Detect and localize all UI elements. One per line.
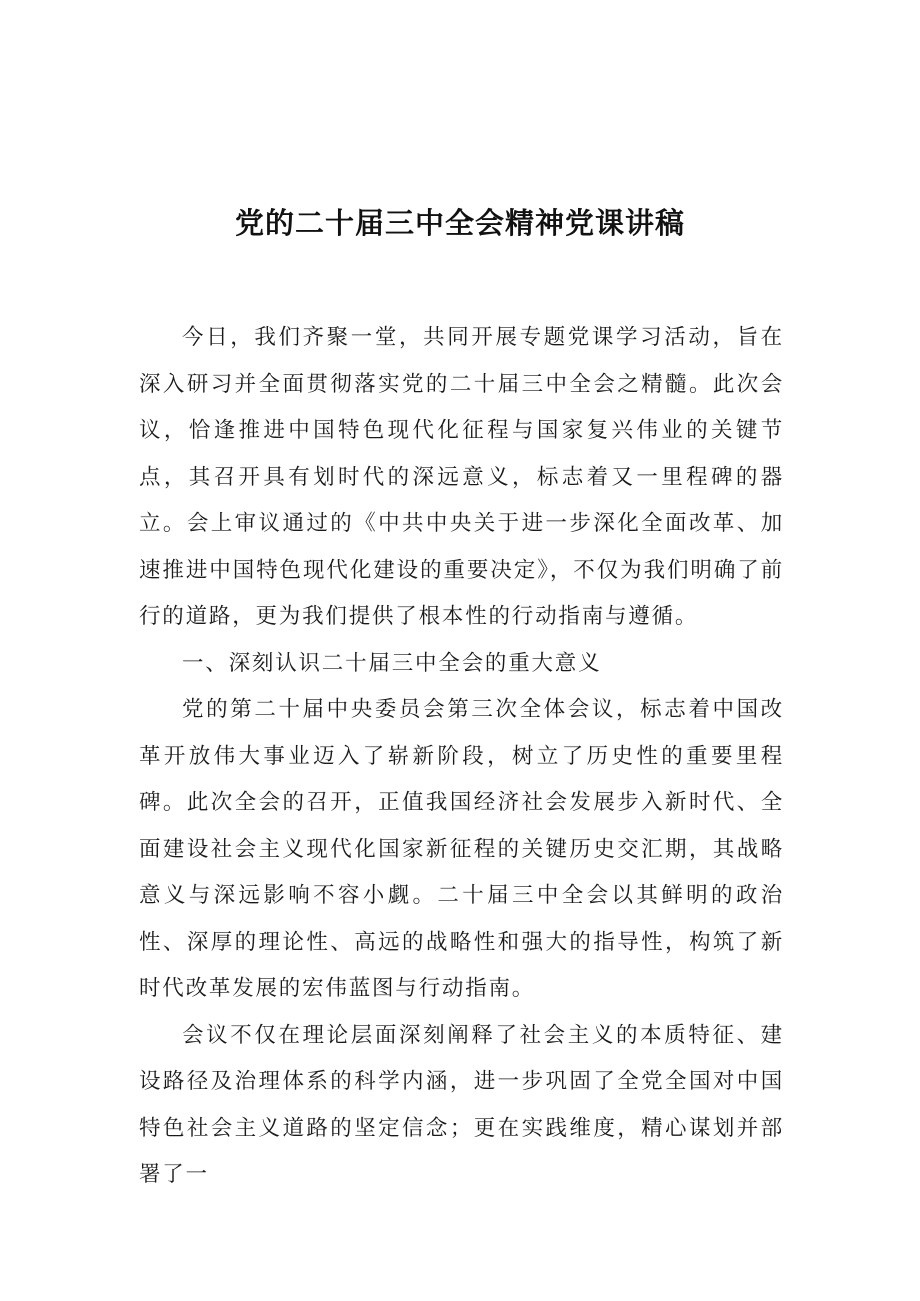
paragraph-significance: 党的第二十届中央委员会第三次全体会议，标志着中国改革开放伟大事业迈入了崭新阶段，树立了历史性的重要里程碑。此次全会的召开，正值我国经济社会发展步入新时代、全面建设社会主义现代化国家新征程的关键历史交汇期，其战略意义与深远影响不容小觑。二十届三中全会以其鲜明的政治性、深厚的理论性、高远的战略性和强大的指导性，构筑了新时代改革发展的宏伟蓝图与行动指南。 [139,697,784,1001]
paragraph-theory-practice: 会议不仅在理论层面深刻阐释了社会主义的本质特征、建设路径及治理体系的科学内涵，进一步巩固了全党全国对中国特色社会主义道路的坚定信念；更在实践维度，精心谋划并部署了一 [139,1022,784,1187]
paragraph-intro: 今日，我们齐聚一堂，共同开展专题党课学习活动，旨在深入研习并全面贯彻落实党的二十届三中全会之精髓。此次会议，恰逢推进中国特色现代化征程与国家复兴伟业的关键节点，其召开具有划时代的深远意义，标志着又一里程碑的器立。会上审议通过的《中共中央关于进一步深化全面改革、加速推进中国特色现代化建设的重要决定》，不仅为我们明确了前行的道路，更为我们提供了根本性的行动指南与遵循。 [139,325,784,629]
document-title: 党的二十届三中全会精神党课讲稿 [234,206,685,240]
document-body [139,315,784,1199]
section-heading-1: 一、深刻认识二十届三中全会的重大意义 [182,650,602,676]
